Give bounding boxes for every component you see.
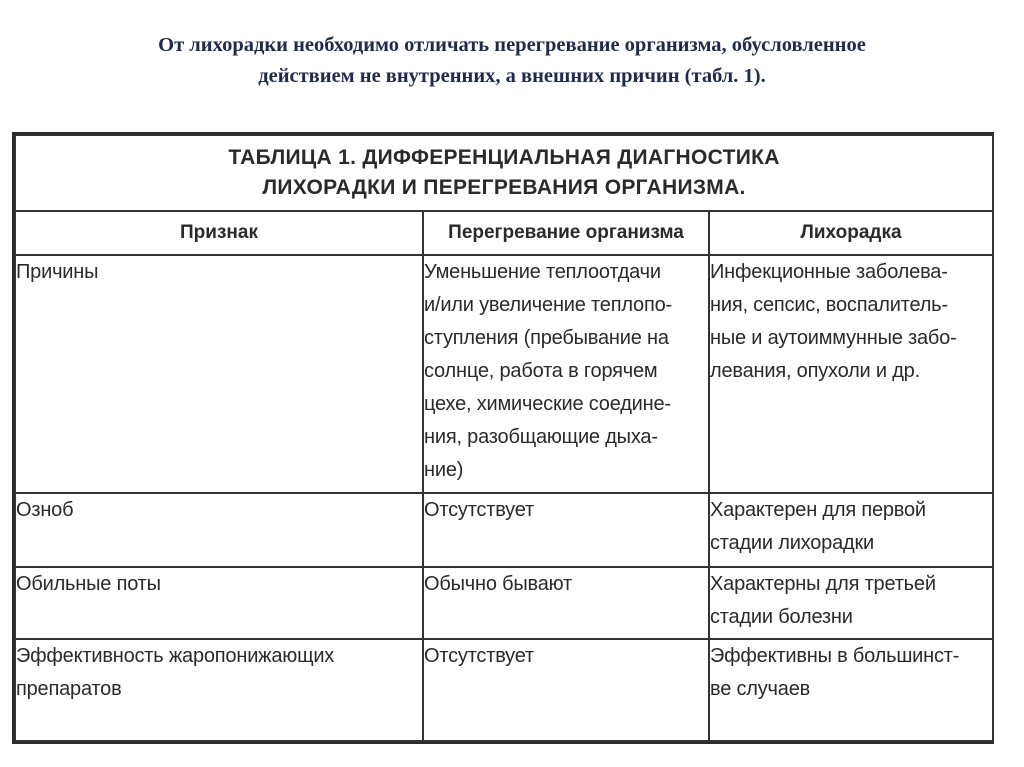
cell-overheating: Отсутствует [423, 493, 709, 567]
slide-title-line-2: действием не внутренних, а внешних причин (табл. 1). [258, 65, 766, 87]
table-caption [15, 135, 993, 211]
differential-diagnosis-table [14, 134, 994, 742]
column-header-fever: Лихорадка [709, 211, 993, 255]
cell-sign: Озноб [15, 493, 423, 567]
table-row [15, 567, 993, 639]
column-header-overheating: Перегревание организма [423, 211, 709, 255]
cell-overheating: Отсутствует [423, 639, 709, 741]
cell-overheating: Обычно бывают [423, 567, 709, 639]
table-row [15, 493, 993, 567]
column-header-sign: Признак [15, 211, 423, 255]
cell-sign: Эффективность жаропонижающих препаратов [15, 639, 423, 741]
table-frame [12, 132, 994, 744]
cell-overheating: Уменьшение теплоотдачи и/или увеличение теплопо- ступления (пребывание на солнце, работа в горячем цехе, химические соедине- ния, разобщающие дыха- ние) [423, 255, 709, 493]
table-caption-line-2: ЛИХОРАДКИ И ПЕРЕГРЕВАНИЯ ОРГАНИЗМА. [262, 176, 746, 199]
table-row [15, 255, 993, 493]
cell-fever: Инфекционные заболева- ния, сепсис, воспалитель- ные и аутоиммунные забо- левания, опухоли и др. [709, 255, 993, 493]
cell-fever: Эффективны в большинст- ве случаев [709, 639, 993, 741]
cell-sign: Обильные поты [15, 567, 423, 639]
cell-sign: Причины [15, 255, 423, 493]
cell-fever: Характерны для третьей стадии болезни [709, 567, 993, 639]
table-caption-line-1: ТАБЛИЦА 1. ДИФФЕРЕНЦИАЛЬНАЯ ДИАГНОСТИКА [228, 146, 780, 169]
cell-fever: Характерен для первой стадии лихорадки [709, 493, 993, 567]
slide-title [40, 30, 984, 92]
table-row [15, 639, 993, 741]
table-caption-row [15, 135, 993, 211]
table-header-row [15, 211, 993, 255]
slide-title-line-1: От лихорадки необходимо отличать перегревание организма, обусловленное [158, 34, 866, 56]
